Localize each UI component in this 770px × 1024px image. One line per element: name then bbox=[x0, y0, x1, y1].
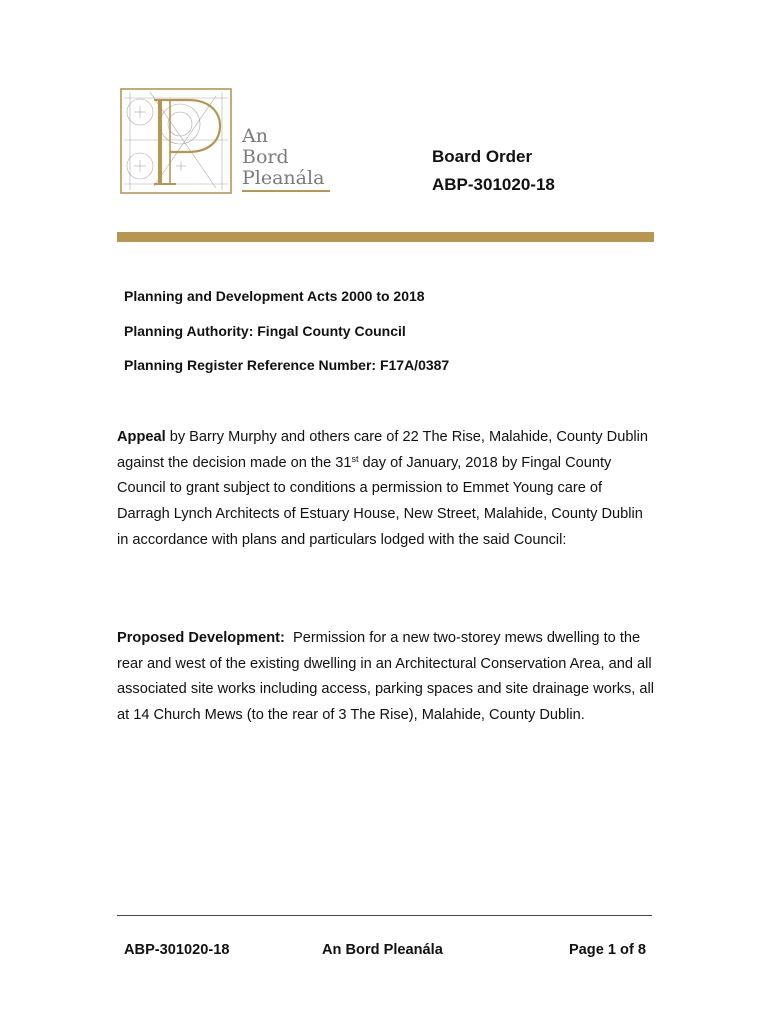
planning-details bbox=[124, 285, 449, 389]
appeal-paragraph bbox=[117, 425, 657, 554]
logo-underline bbox=[242, 190, 330, 192]
acts-line: Planning and Development Acts 2000 to 2018 bbox=[124, 288, 425, 304]
ordinal-suffix: st bbox=[351, 453, 359, 464]
logo-p-monogram-icon bbox=[120, 88, 232, 194]
planning-authority-line: Planning Authority: Fingal County Council bbox=[124, 322, 406, 339]
proposed-development-text: Permission for a new two-storey mews dwelling to the rear and west of the existing dwelling in an Architectural Conservation Area, and all associated site works including access, parking spaces and site drainage works, all at 14 Church Mews (to the rear of 3 The Rise), Malahide, County Dublin. bbox=[117, 630, 659, 724]
footer-organisation: An Bord Pleanála bbox=[322, 942, 443, 958]
appeal-label: Appeal bbox=[117, 429, 166, 445]
proposed-development-label: Proposed Development: bbox=[117, 630, 285, 646]
logo-wordmark bbox=[242, 126, 324, 189]
logo-word-line: Bord bbox=[242, 146, 289, 168]
header-divider-bar bbox=[117, 232, 654, 242]
footer-reference: ABP-301020-18 bbox=[124, 942, 230, 958]
appeal-text-continued: day of January, 2018 by Fingal County Council to grant subject to conditions a permission to Emmet Young care of Darragh Lynch Architects of Estuary House, New Street, Malahide, County Dublin in accordance with plans and particulars lodged with the said Council: bbox=[117, 454, 643, 548]
footer-divider bbox=[117, 915, 652, 916]
footer-page-number: Page 1 of 8 bbox=[568, 942, 646, 958]
register-reference-line: Planning Register Reference Number: F17A/0387 bbox=[124, 357, 450, 373]
logo-word-line: An bbox=[242, 125, 268, 147]
document-title: Board Order bbox=[432, 147, 533, 166]
case-reference: ABP-301020-18 bbox=[432, 175, 555, 194]
proposed-development-paragraph bbox=[117, 626, 657, 729]
an-bord-pleanala-logo bbox=[120, 88, 335, 196]
document-title-block bbox=[432, 143, 555, 199]
logo-word-line: Pleanála bbox=[242, 167, 325, 189]
appeal-text: by Barry Murphy and others care of 22 The Rise, Malahide, County Dublin against the decision made on the 31 bbox=[117, 429, 649, 471]
